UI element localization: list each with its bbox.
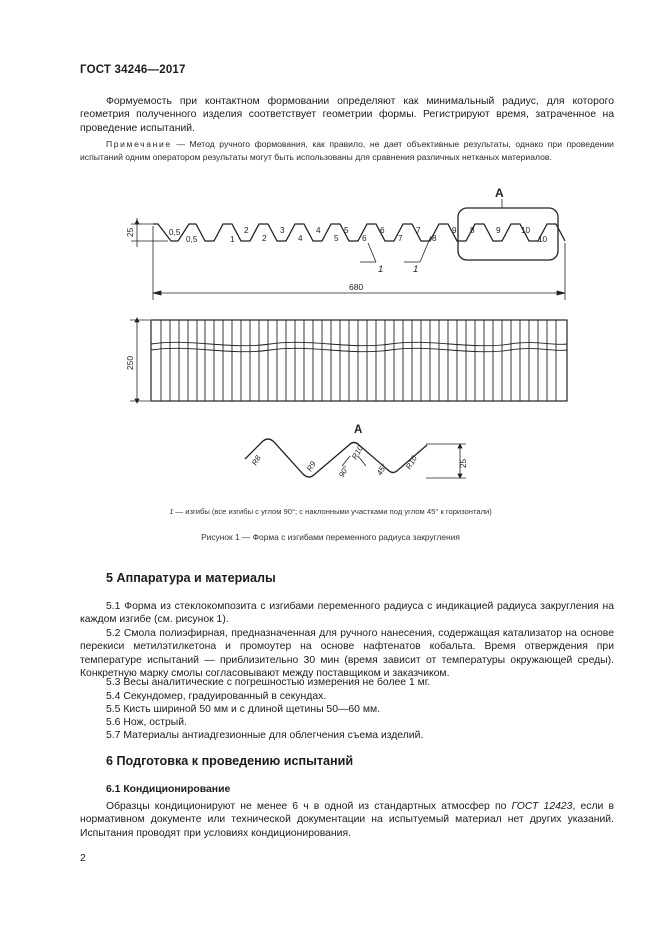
- radius-label: 7: [416, 226, 421, 235]
- figure-legend: [0, 507, 661, 516]
- radius-label: 6: [380, 226, 385, 235]
- radius-label: 4: [316, 226, 321, 235]
- section-6-title: 6 Подготовка к проведению испытаний: [106, 754, 354, 768]
- detail-label: 90°: [336, 464, 351, 479]
- detail-a-title: A: [354, 424, 363, 436]
- section-6-1-paragraph: Образцы кондиционируют не менее 6 ч в одной из стандартных атмосфер по ГОСТ 12423, если в нормативном документе или технической документации на испытуемый материал нет других указаний. Испытания проводят при условиях кондиционирования.: [80, 801, 614, 839]
- detail-label: R10: [403, 454, 419, 471]
- radius-label: 4: [298, 234, 303, 243]
- detail-label: R9: [304, 459, 318, 473]
- radius-label: 10: [521, 226, 531, 235]
- profile-curve: [153, 224, 565, 241]
- radius-label: 6: [362, 234, 367, 243]
- item-5-7: 5.7 Материалы антиадгезионные для облегчения съема изделий.: [106, 730, 424, 741]
- item-5-6: 5.6 Нож, острый.: [106, 717, 187, 728]
- radius-label: 0,5: [186, 235, 198, 244]
- item-5-1: 5.1 Форма из стеклокомпозита с изгибами переменного радиуса с индикацией радиуса закругления на каждом изгибе (см. рисунок 1).: [80, 601, 614, 626]
- item-5-2: 5.2 Смола полиэфирная, предназначенная для ручного нанесения, содержащая катализатор на основе перекиси метилэтилкетона и промоутер на основе нафтенатов кобальта. Время отверждения при температуре испытаний — приблизительно 30 мин (время зависит от температуры окружающей среды). Конкретную марку смолы согласовывают между поставщиком и заказчиком.: [80, 628, 614, 680]
- radius-label: 2: [262, 234, 267, 243]
- height-dimension-top: 25: [125, 227, 135, 237]
- height-dimension-detail: 25: [459, 458, 468, 468]
- length-dimension: 680: [349, 282, 364, 292]
- subsection-6-1-title: 6.1 Кондиционирование: [106, 784, 231, 795]
- legend-text: — изгибы (все изгибы с углом 90°; с наклонными участками под углом 45° к горизонтали): [173, 507, 492, 516]
- radius-label: 9: [496, 226, 501, 235]
- detail-a-letter: A: [495, 186, 504, 200]
- radius-label: 3: [280, 226, 285, 235]
- radius-label: 8: [432, 234, 437, 243]
- radius-label: 5: [344, 226, 349, 235]
- detail-label: 45°: [374, 462, 389, 477]
- note-label: Примечание: [106, 139, 172, 149]
- section-5-title: 5 Аппаратура и материалы: [106, 571, 276, 585]
- radius-label: 0,5: [169, 228, 181, 237]
- radius-label: 7: [398, 234, 403, 243]
- document-header: ГОСТ 34246—2017: [80, 64, 186, 76]
- item-5-5: 5.5 Кисть шириной 50 мм и с длиной щетины 50—60 мм.: [106, 704, 380, 715]
- detail-label: R8: [249, 453, 263, 467]
- note-text: — Метод ручного формования, как правило, не дает объективные результаты, однако при проведении испытаний одним оператором результаты могут быть использованы для сравнения различных нетканых материалов.: [80, 139, 614, 162]
- radius-label: 1: [230, 235, 235, 244]
- item-5-4: 5.4 Секундомер, градуированный в секундах.: [106, 691, 327, 702]
- detail-a-view: [245, 439, 427, 477]
- radius-label: 8: [470, 226, 475, 235]
- leader-label: 1: [413, 264, 419, 275]
- detail-label: R10: [349, 444, 365, 461]
- page-number: 2: [80, 853, 86, 864]
- figure-caption: Рисунок 1 — Форма с изгибами переменного радиуса закругления: [201, 532, 460, 542]
- intro-text: Формуемость при контактном формовании определяют как минимальный радиус, для которого геометрия полученного изделия соответствует геометрии формы. Регистрируют время, затраченное на проведение испытаний.: [80, 96, 614, 134]
- radius-label: 9: [452, 226, 457, 235]
- radius-label: 10: [538, 235, 548, 244]
- gost-reference: ГОСТ 12423: [511, 801, 573, 812]
- plan-view: [151, 320, 567, 401]
- radius-label: 2: [244, 226, 249, 235]
- radius-label: 5: [334, 234, 339, 243]
- item-5-3: 5.3 Весы аналитические с погрешностью измерения не более 1 мг.: [106, 677, 431, 688]
- legend-number: 1: [169, 507, 174, 516]
- height-dimension-plan: 250: [125, 356, 135, 370]
- leader-label: 1: [378, 264, 384, 275]
